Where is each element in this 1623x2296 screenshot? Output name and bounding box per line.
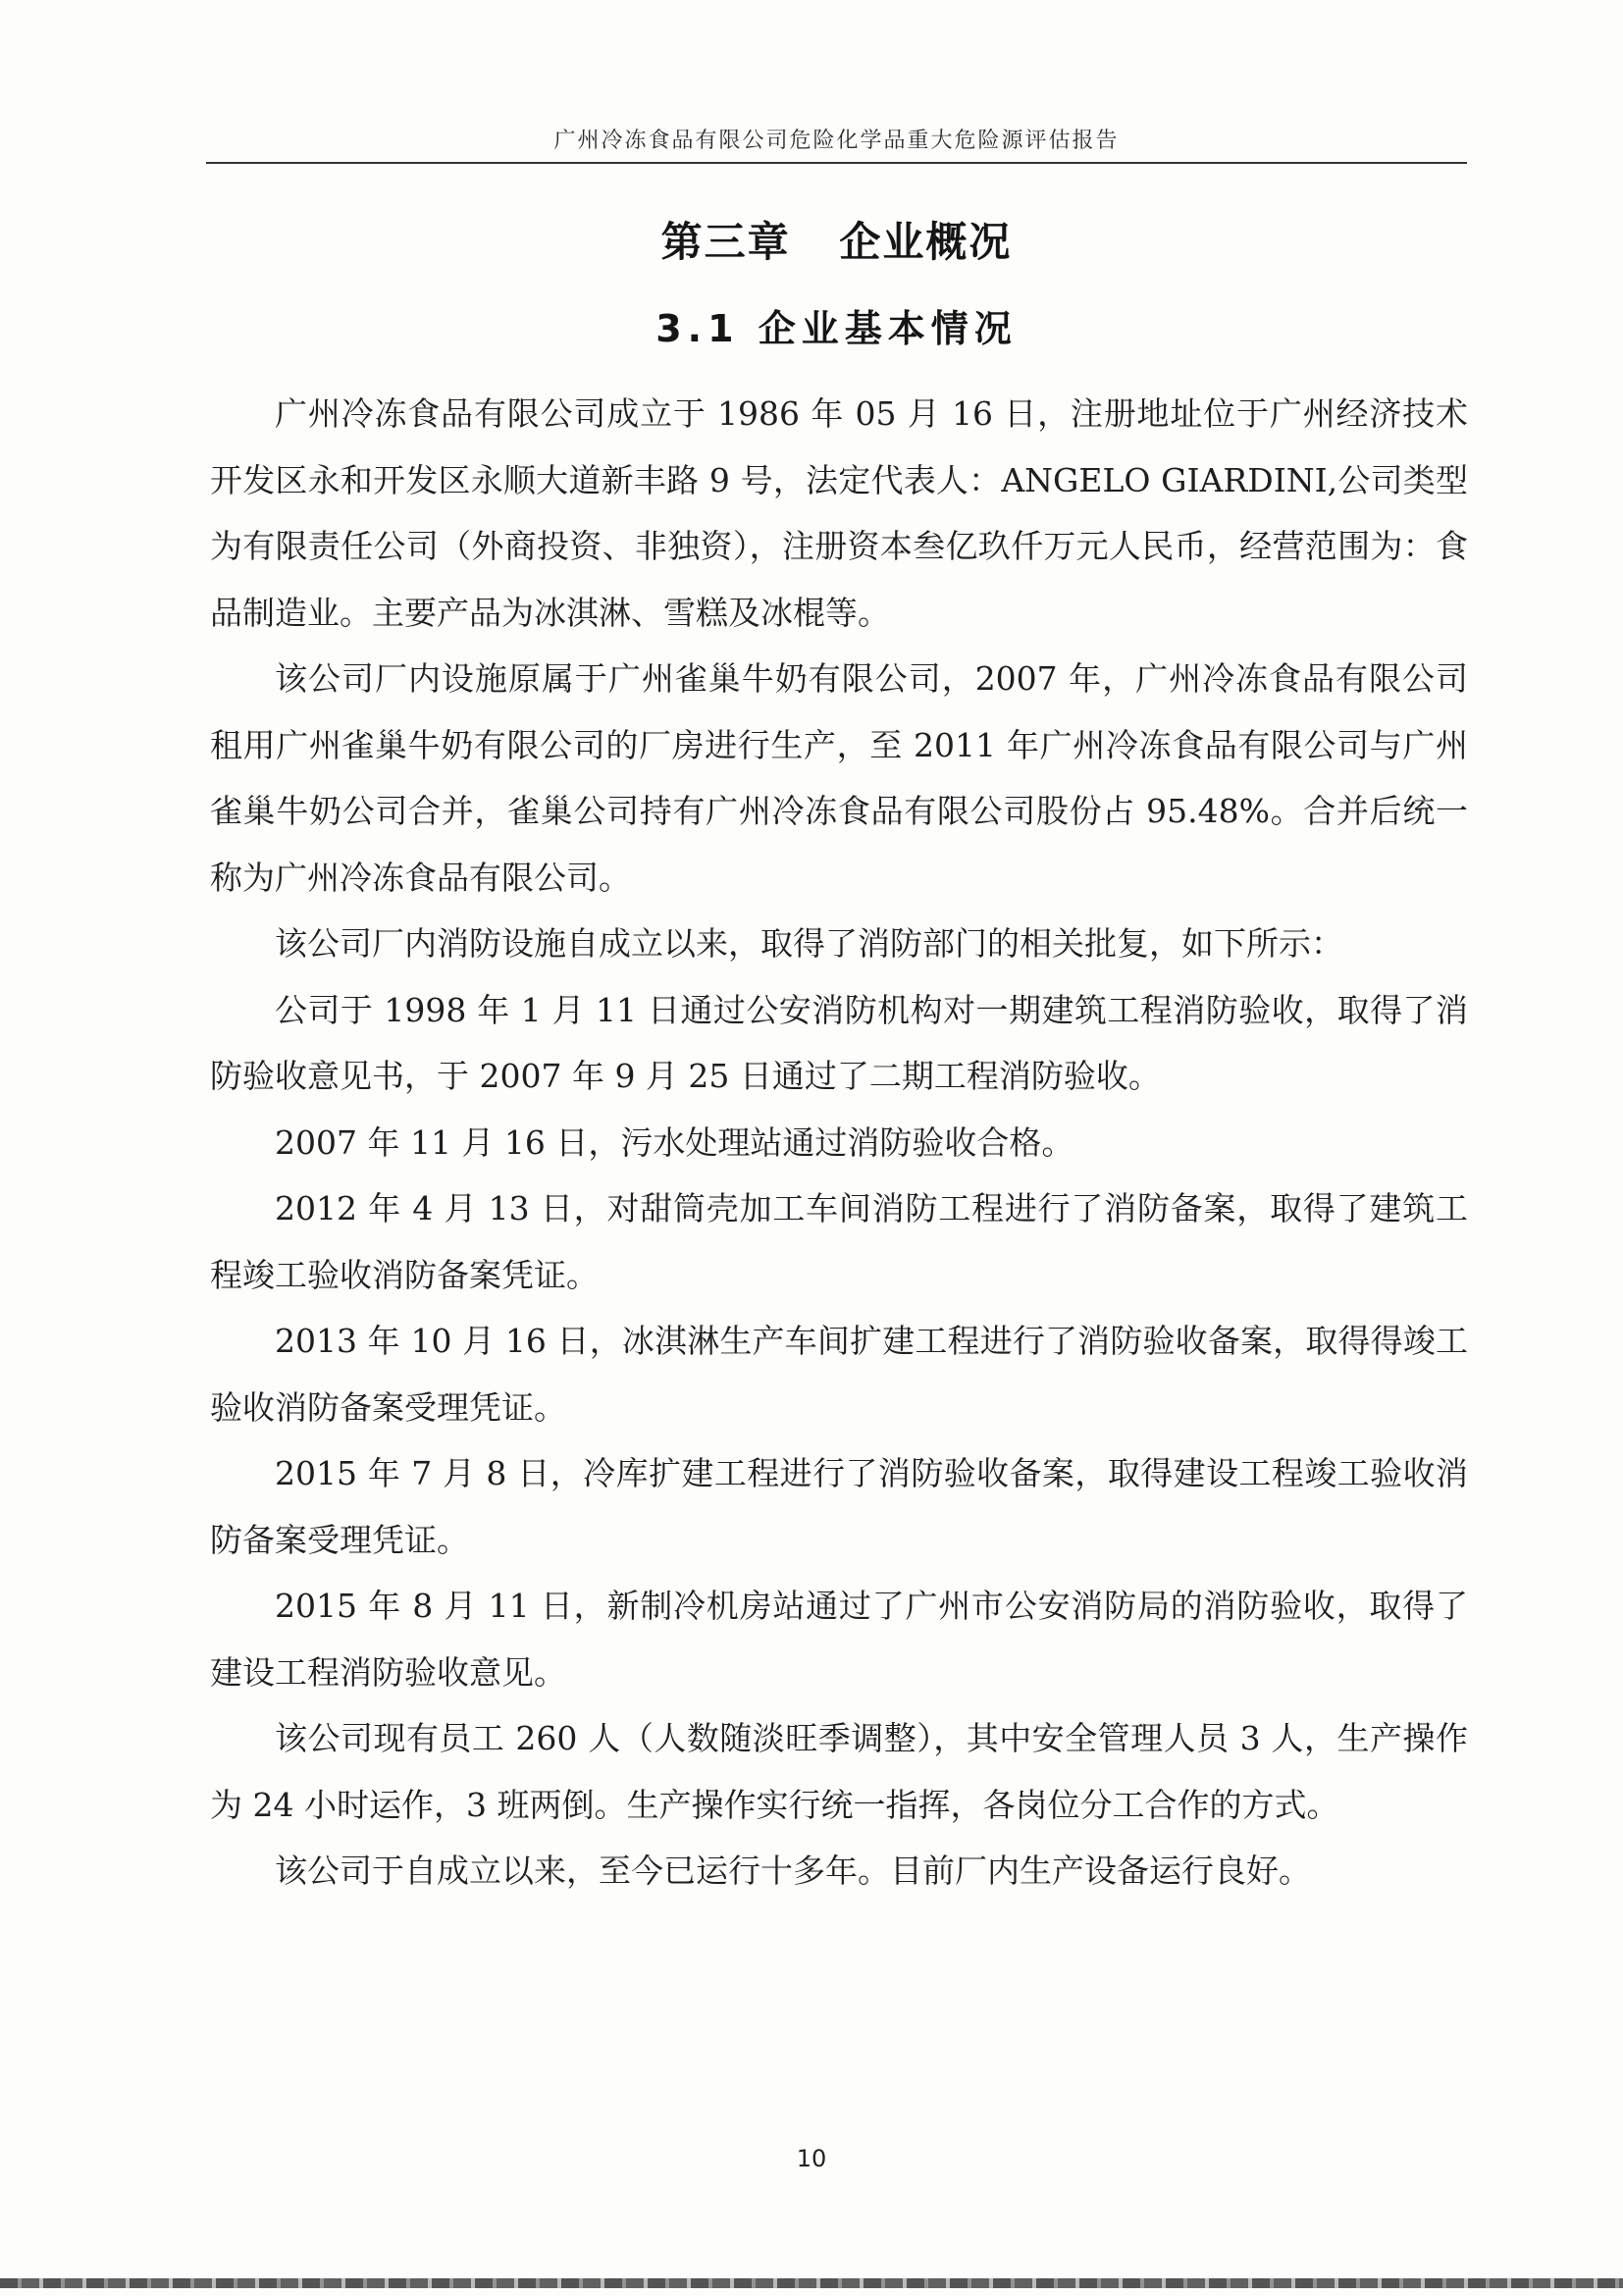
paragraph: 2013 年 10 月 16 日，冰淇淋生产车间扩建工程进行了消防验收备案，取得得竣工验收消防备案受理凭证。 — [210, 1322, 1468, 1427]
paragraph: 该公司厂内消防设施自成立以来，取得了消防部门的相关批复，如下所示： — [275, 924, 1343, 963]
paragraph: 公司于 1998 年 1 月 11 日通过公安消防机构对一期建筑工程消防验收，取得了消防验收意见书，于 2007 年 9 月 25 日通过了二期工程消防验收。 — [210, 990, 1468, 1095]
paragraph: 2015 年 8 月 11 日，新制冷机房站通过了广州市公安消防局的消防验收，取得了建设工程消防验收意见。 — [210, 1587, 1468, 1692]
paragraph: 该公司现有员工 260 人（人数随淡旺季调整），其中安全管理人员 3 人，生产操作为 24 小时运作，3 班两倒。生产操作实行统一指挥，各岗位分工合作的方式。 — [210, 1719, 1468, 1824]
paragraph: 2012 年 4 月 13 日，对甜筒壳加工车间消防工程进行了消防备案，取得了建筑工程竣工验收消防备案凭证。 — [210, 1189, 1468, 1294]
chapter-title: 第三章 企业概况 — [660, 218, 1013, 266]
paragraph: 该公司于自成立以来，至今已运行十多年。目前厂内生产设备运行良好。 — [275, 1852, 1311, 1890]
body-text — [210, 381, 1468, 1905]
paragraph: 广州冷冻食品有限公司成立于 1986 年 05 月 16 日，注册地址位于广州经济技术开发区永和开发区永顺大道新丰路 9 号，法定代表人：ANGELO GIARDINI,公司类型为有限责任公司（外商投资、非独资），注册资本叁亿玖仟万元人民币，经营范围为：食品制造业。主要产品为冰淇淋、雪糕及冰棍等。 — [210, 394, 1468, 632]
section-title: 3.1 企业基本情况 — [655, 307, 1018, 350]
paragraph: 该公司厂内设施原属于广州雀巢牛奶有限公司，2007 年，广州冷冻食品有限公司租用广州雀巢牛奶有限公司的厂房进行生产，至 2011 年广州冷冻食品有限公司与广州雀巢牛奶公司合并，雀巢公司持有广州冷冻食品有限公司股份占 95.48%。合并后统一称为广州冷冻食品有限公司。 — [210, 659, 1468, 897]
paragraph: 2007 年 11 月 16 日，污水处理站通过消防验收合格。 — [275, 1122, 1074, 1162]
header-rule — [206, 162, 1467, 164]
running-header: 广州冷冻食品有限公司危险化学品重大危险源评估报告 — [553, 129, 1120, 153]
scan-edge-artifact — [0, 2278, 1623, 2288]
page-number: 10 — [796, 2145, 827, 2172]
paragraph: 2015 年 7 月 8 日，冷库扩建工程进行了消防验收备案，取得建设工程竣工验收消防备案受理凭证。 — [210, 1454, 1468, 1559]
